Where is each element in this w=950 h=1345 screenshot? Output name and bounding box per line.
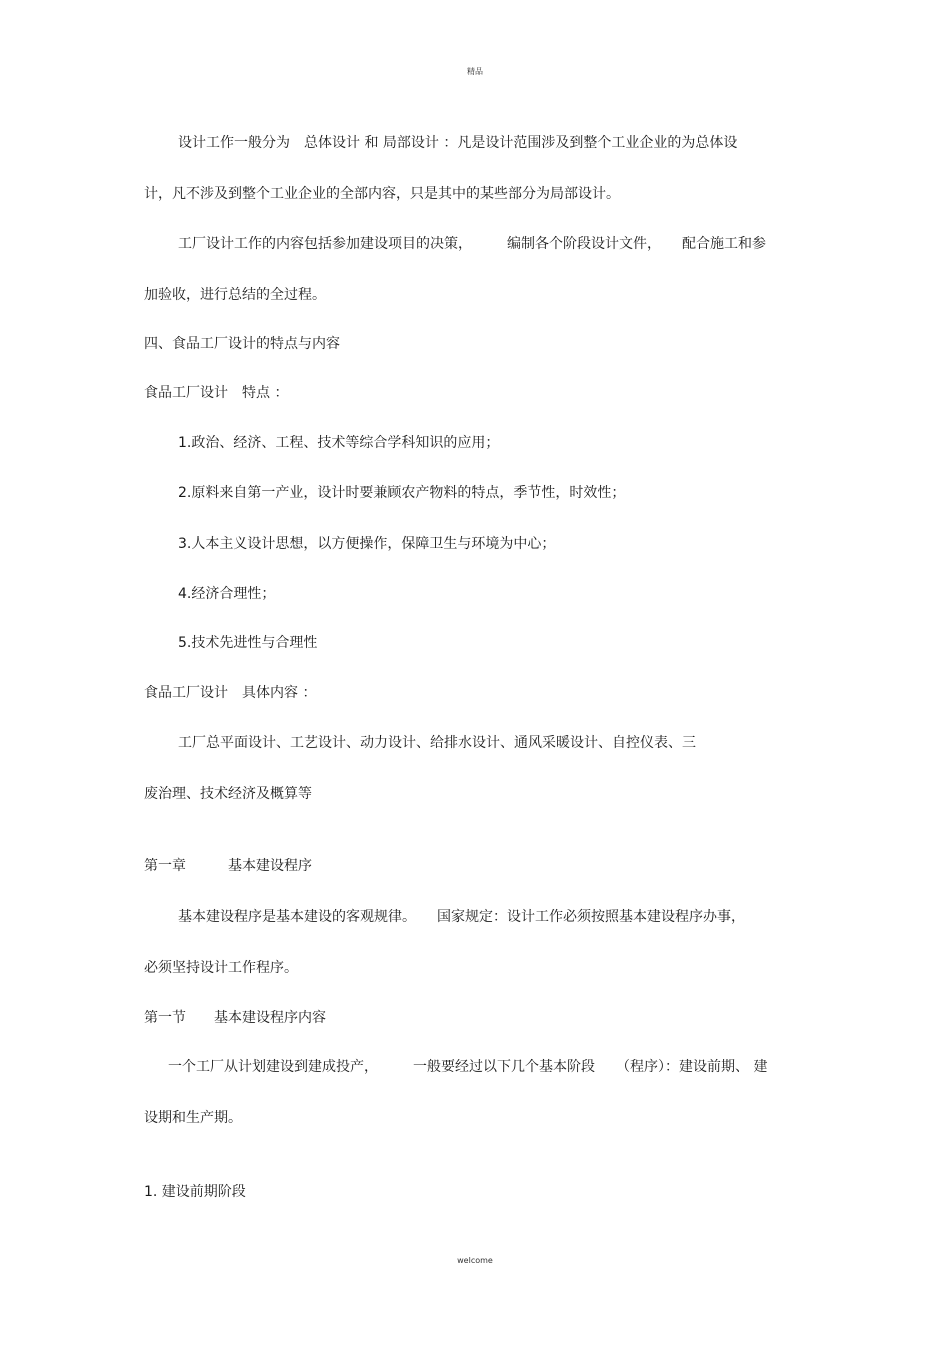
paragraph-line: 计，凡不涉及到整个工业企业的全部内容，只是其中的某些部分为局部设计。 [144, 186, 620, 202]
paragraph-line: 加验收，进行总结的全过程。 [144, 287, 326, 303]
section-heading: 第一节 基本建设程序内容 [144, 1010, 326, 1026]
footer-mark: welcome [457, 1256, 493, 1265]
paragraph-line: 工厂设计工作的内容包括参加建设项目的决策， 编制各个阶段设计文件， 配合施工和参 [178, 236, 766, 252]
subheading: 1. 建设前期阶段 [144, 1184, 246, 1200]
paragraph-line: 一个工厂从计划建设到建成投产， 一般要经过以下几个基本阶段 （程序）：建设前期、 建 [168, 1059, 768, 1075]
paragraph-line: 设期和生产期。 [144, 1110, 242, 1126]
subheading: 食品工厂设计 具体内容 ： [144, 685, 317, 701]
paragraph-line: 工厂总平面设计、工艺设计、动力设计、给排水设计、通风采暖设计、自控仪表、三 [178, 735, 696, 751]
list-item: 2.原料来自第一产业，设计时要兼顾农产物料的特点，季节性，时效性； [178, 485, 626, 501]
paragraph-line: 基本建设程序是基本建设的客观规律。 国家规定：设计工作必须按照基本建设程序办事， [178, 909, 745, 925]
paragraph-line: 设计工作一般分为 总体设计 和 局部设计 ：凡是设计范围涉及到整个工业企业的为总体设 [178, 135, 738, 151]
paragraph-line: 废治理、技术经济及概算等 [144, 786, 312, 802]
list-item: 3.人本主义设计思想，以方便操作，保障卫生与环境为中心； [178, 536, 556, 552]
list-item: 4.经济合理性； [178, 586, 276, 602]
header-mark: 精品 [467, 67, 483, 76]
section-heading: 四、食品工厂设计的特点与内容 [144, 336, 340, 352]
list-item: 5.技术先进性与合理性 [178, 635, 318, 651]
paragraph-line: 必须坚持设计工作程序。 [144, 960, 298, 976]
subheading: 食品工厂设计 特点 ： [144, 385, 289, 401]
list-item: 1.政治、经济、工程、技术等综合学科知识的应用； [178, 435, 500, 451]
chapter-heading: 第一章 基本建设程序 [144, 858, 312, 874]
